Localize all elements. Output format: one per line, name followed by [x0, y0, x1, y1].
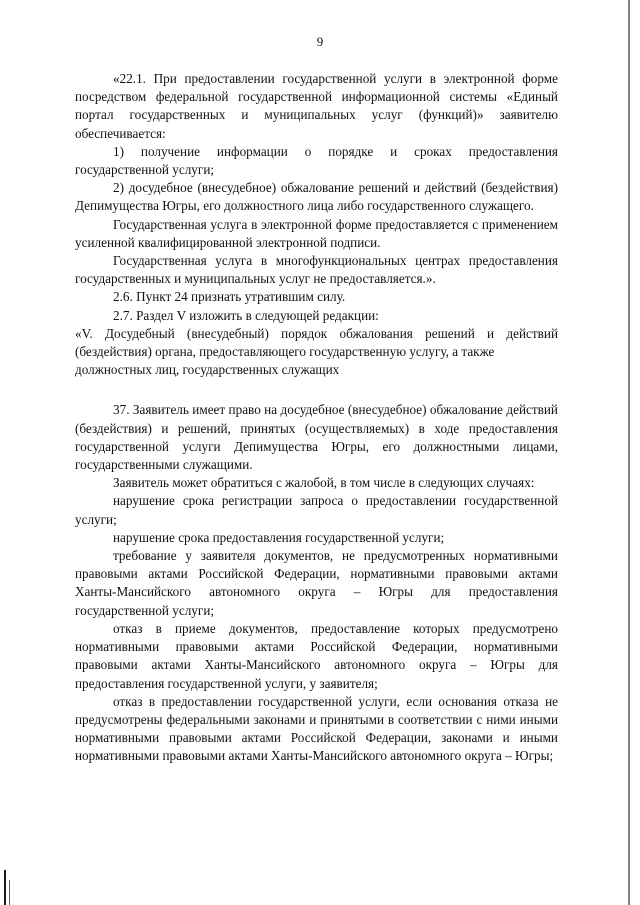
scan-edge-left-mark: [9, 880, 10, 905]
paragraph: Заявитель может обратиться с жалобой, в том числе в следующих случаях:: [113, 475, 535, 491]
paragraph: «22.1. При предоставлении государственной услуги в электронной форме посредством федеральной государственной информационной системы «Единый портал государственных и муниципальных услуг (функций)» заявителю обеспечивается:: [75, 71, 558, 141]
section-heading-line2: должностных лиц, государственных служащих: [75, 362, 340, 378]
section-heading-line1: «V. Досудебный (внесудебный) порядок обжалования решений и действий (бездействия) органа, предоставляющего государственную услугу, а также: [75, 325, 558, 360]
page-number: 9: [316, 34, 324, 49]
paragraph: 37. Заявитель имеет право на досудебное (внесудебное) обжалование действий (бездействия) и решений, принятых (осуществляемых) в ходе предоставления государственной услуги Депимущества Югры, его должностными лицами, государственными служащими.: [75, 402, 558, 473]
paragraph: 2) досудебное (внесудебное) обжалование решений и действий (бездействия) Депимущества Югры, его должностного лица либо государственного служащего.: [75, 180, 558, 214]
paragraph: 1) получение информации о порядке и сроках предоставления государственной услуги;: [75, 143, 558, 178]
paragraph: требование у заявителя документов, не предусмотренных нормативными правовыми актами Российской Федерации, нормативными правовыми актами Ханты-Мансийского автономного округа – Югры для предоставления государственной услуги;: [75, 548, 558, 618]
paragraph: Государственная услуга в электронной форме предоставляется с применением усиленной квалифицированной электронной подписи.: [75, 216, 558, 250]
paragraph: нарушение срока предоставления государственной услуги;: [113, 529, 445, 545]
paragraph: отказ в предоставлении государственной услуги, если основания отказа не предусмотрены федеральными законами и принятыми в соответствии с ними иными нормативными правовыми актами Российской Федерации, законами и иными нормативными правовыми актами Ханты-Мансийского автономного округа – Югры;: [75, 693, 558, 764]
paragraph: 2.7. Раздел V изложить в следующей редакции:: [113, 307, 379, 323]
document-body: [75, 70, 558, 766]
paragraph: Государственная услуга в многофункциональных центрах предоставления государственных и муниципальных услуг не предоставляется.».: [75, 253, 558, 287]
paragraph: нарушение срока регистрации запроса о предоставлении государственной услуги;: [75, 493, 558, 527]
paragraph: отказ в приеме документов, предоставление которых предусмотрено нормативными правовыми актами Российской Федерации, нормативными правовыми актами Ханты-Мансийского автономного округа – Югры для предоставления государственной услуги, у заявителя;: [75, 620, 558, 691]
spacer: [75, 379, 558, 401]
scan-edge-right: [628, 0, 630, 905]
paragraph: 2.6. Пункт 24 признать утратившим силу.: [113, 289, 346, 305]
scan-edge-left-mark: [4, 870, 6, 905]
